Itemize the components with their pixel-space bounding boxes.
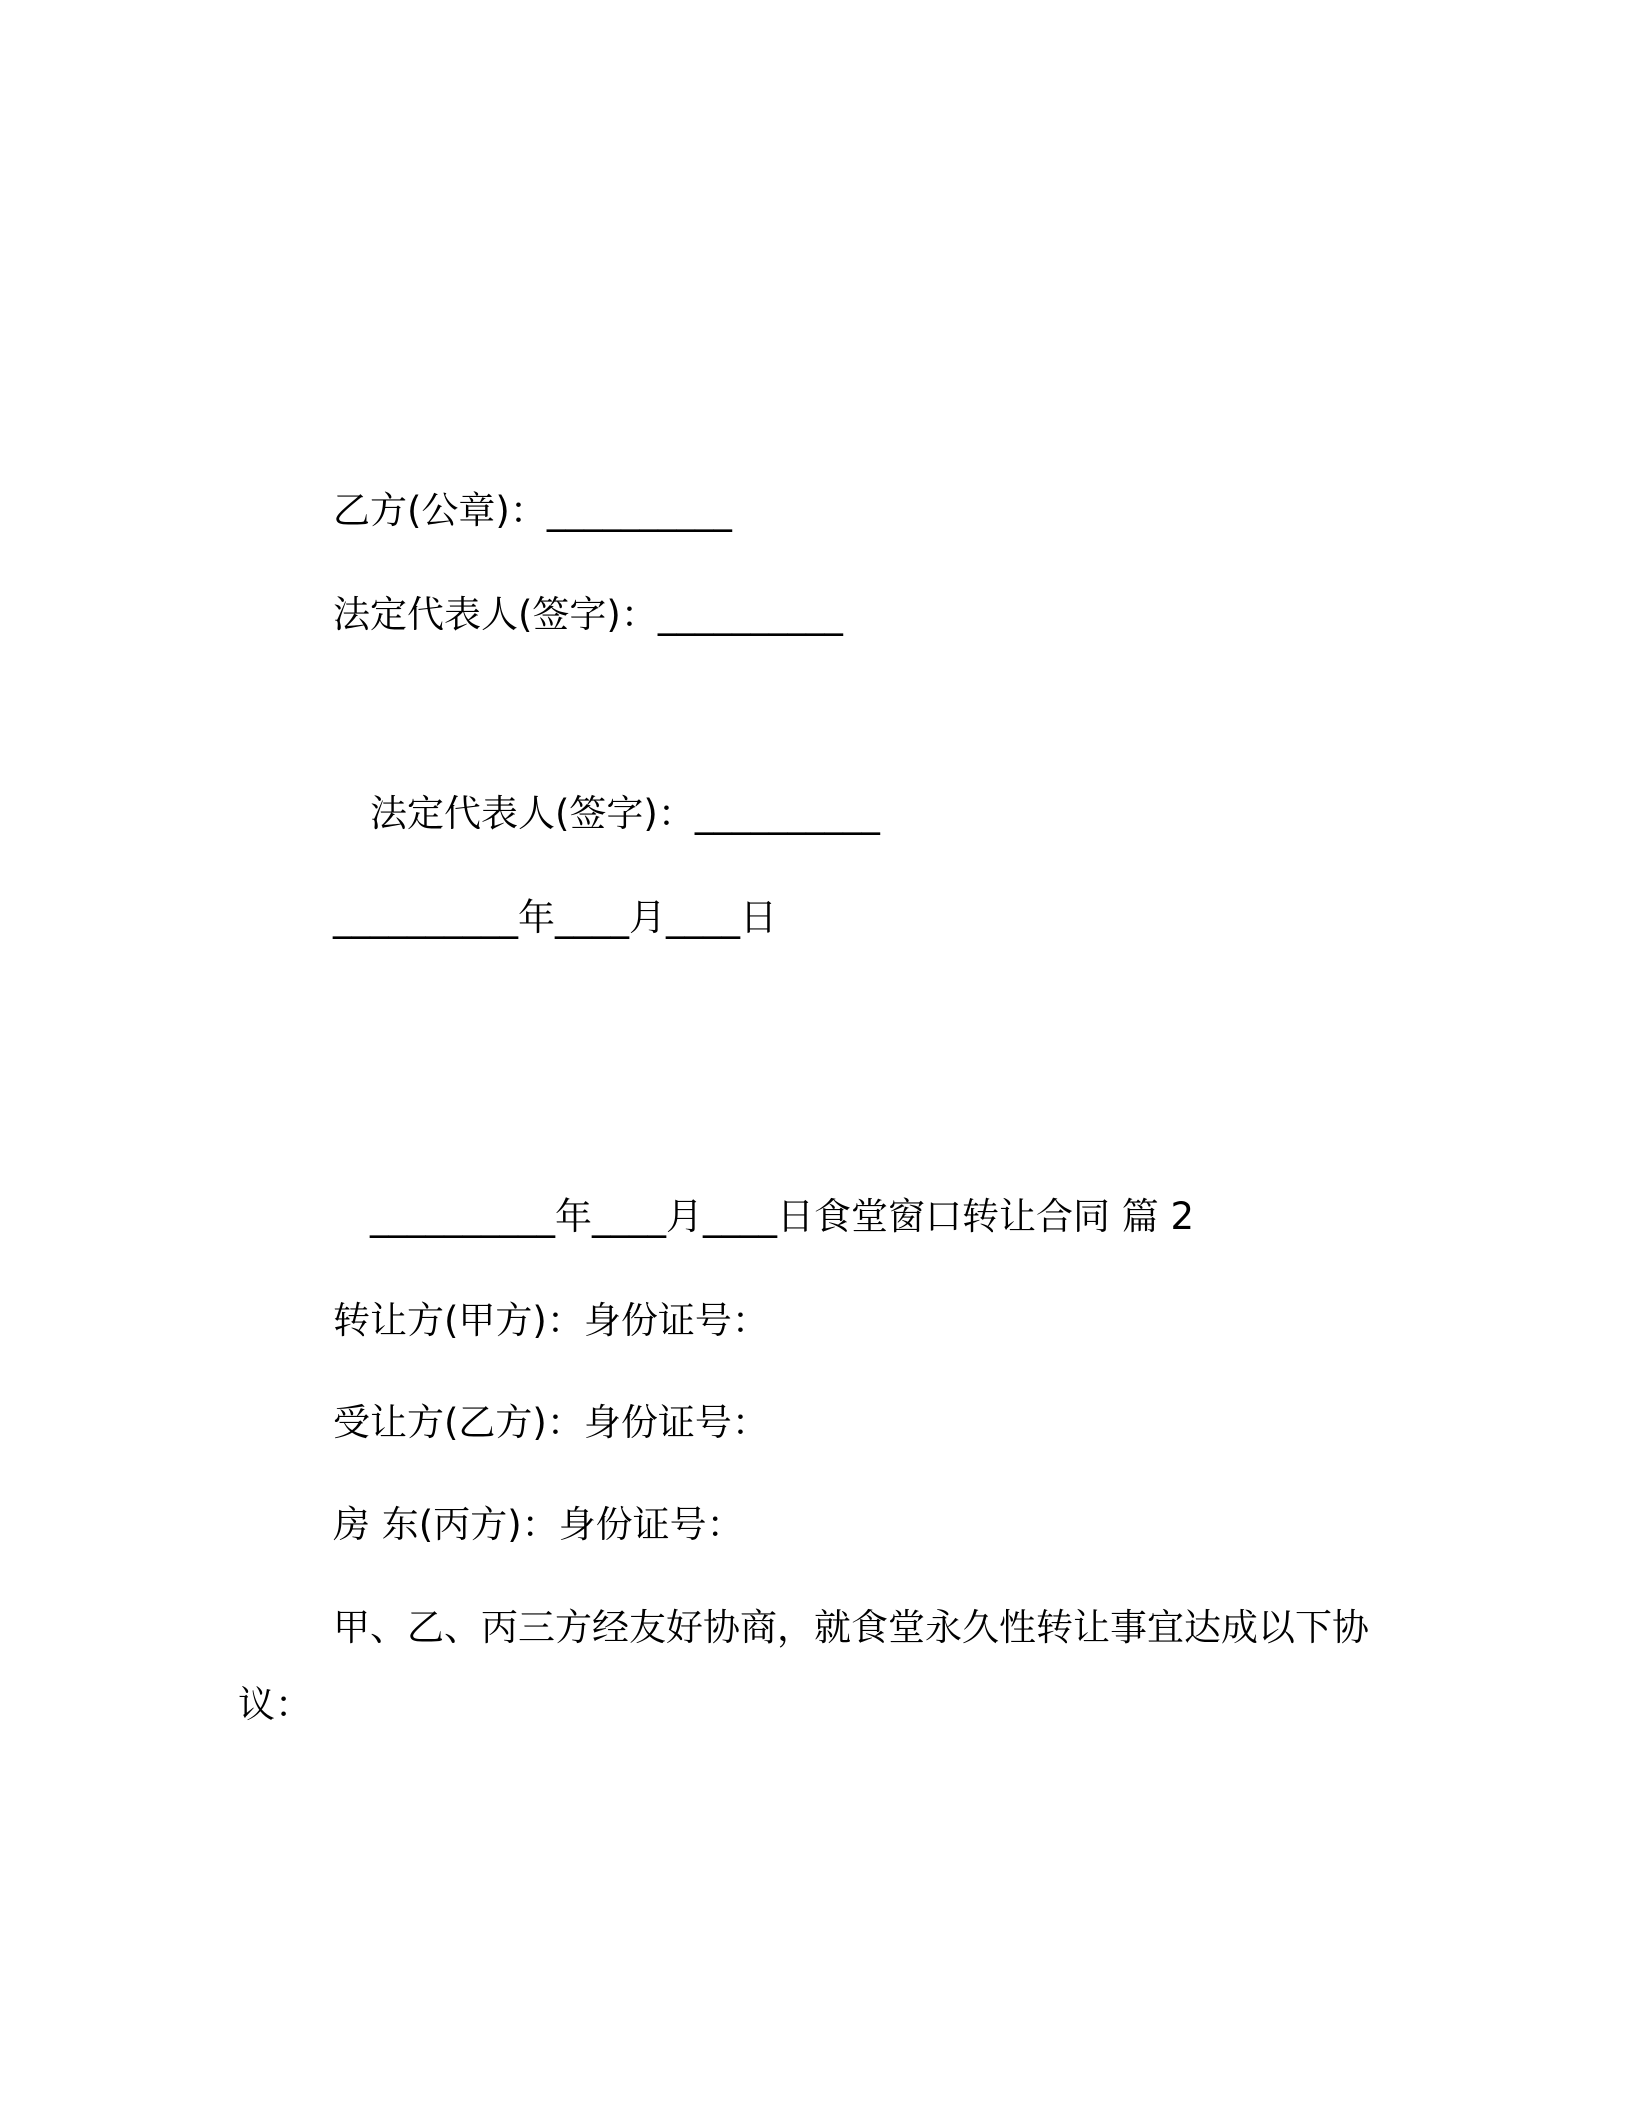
transferor-line: 转让方(甲方)：身份证号： xyxy=(333,1299,769,1342)
agreement-paragraph-continuation: 议： xyxy=(238,1683,312,1726)
legal-representative-signature-line-2: 法定代表人(签字)：__________ xyxy=(370,792,880,835)
transferee-line: 受让方(乙方)：身份证号： xyxy=(333,1401,769,1444)
agreement-paragraph-line: 甲、乙、丙三方经友好协商，就食堂永久性转让事宜达成以下协 xyxy=(333,1606,1369,1649)
date-line: __________年____月____日 xyxy=(333,896,777,939)
legal-representative-signature-line: 法定代表人(签字)：__________ xyxy=(333,593,843,636)
party-b-seal-line: 乙方(公章)：__________ xyxy=(333,489,732,532)
landlord-line: 房 东(丙方)：身份证号： xyxy=(333,1503,744,1546)
contract-title-line: __________年____月____日食堂窗口转让合同 篇 2 xyxy=(370,1195,1195,1238)
